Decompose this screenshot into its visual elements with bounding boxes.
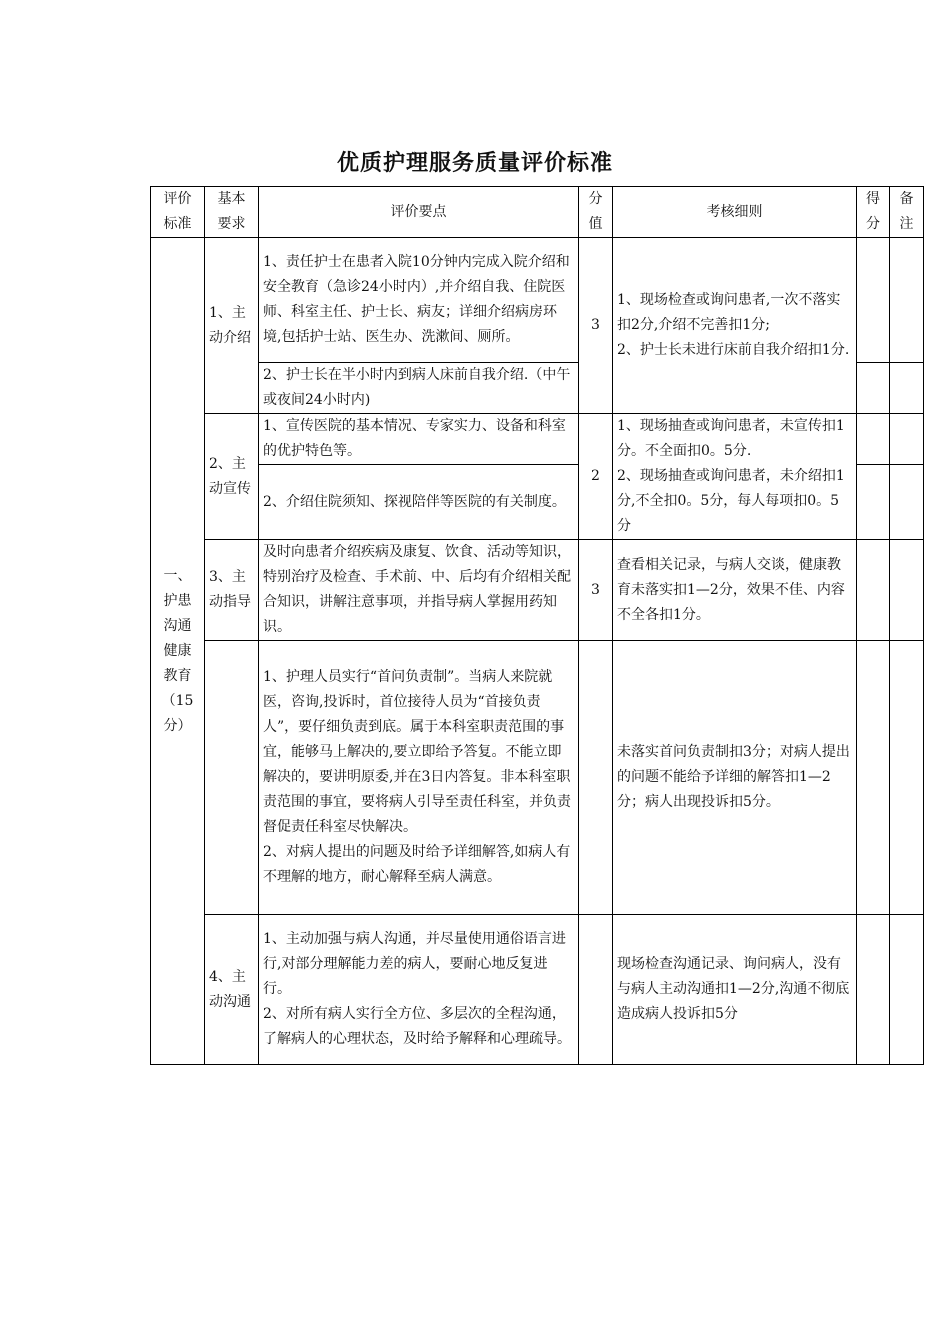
table-row xyxy=(151,540,924,641)
table-row xyxy=(151,238,924,363)
remark-cell xyxy=(890,363,924,414)
header-remark: 备 注 xyxy=(890,187,924,238)
remark-cell xyxy=(890,465,924,540)
score-cell xyxy=(857,363,890,414)
requirement-cell: 2、主 动宣传 xyxy=(205,414,259,540)
score-cell xyxy=(857,238,890,363)
header-score: 得 分 xyxy=(857,187,890,238)
score-value-cell: 3 xyxy=(579,540,613,641)
points-cell: 1、宣传医院的基本情况、专家实力、设备和科室的优护特色等。 xyxy=(259,414,579,465)
criteria-cell: 现场检查沟通记录、询问病人，没有与病人主动沟通扣1—2分,沟通不彻底造成病人投诉扣5分 xyxy=(613,915,857,1065)
remark-cell xyxy=(890,540,924,641)
criteria-cell: 1、现场抽查或询问患者，未宣传扣1分。不全面扣0。5分. 2、现场抽查或询问患者，未介绍扣1分,不全扣0。5分，每人每项扣0。5分 xyxy=(613,414,857,540)
score-cell xyxy=(857,540,890,641)
score-cell xyxy=(857,915,890,1065)
requirement-cell: 4、主 动沟通 xyxy=(205,915,259,1065)
score-cell xyxy=(857,414,890,465)
points-cell: 及时向患者介绍疾病及康复、饮食、活动等知识，特别治疗及检查、手术前、中、后均有介绍相关配合知识，讲解注意事项，并指导病人掌握用药知识。 xyxy=(259,540,579,641)
requirement-cell xyxy=(205,641,259,915)
points-cell: 2、介绍住院须知、探视陪伴等医院的有关制度。 xyxy=(259,465,579,540)
points-cell: 1、护理人员实行“首问负责制”。当病人来院就医，咨询,投诉时，首位接待人员为“首接负责人”，要仔细负责到底。属于本科室职责范围的事宜，能够马上解决的,要立即给予答复。不能立即解决的，要讲明原委,并在3日内答复。非本科室职责范围的事宜，要将病人引导至责任科室，并负责督促责任科室尽快解决。 2、对病人提出的问题及时给予详细解答,如病人有不理解的地方，耐心解释至病人满意。 xyxy=(259,641,579,915)
header-criteria: 考核细则 xyxy=(613,187,857,238)
evaluation-table xyxy=(150,186,924,1065)
remark-cell xyxy=(890,238,924,363)
criteria-cell: 1、现场检查或询问患者,一次不落实扣2分,介绍不完善扣1分; 2、护士长未进行床前自我介绍扣1分. xyxy=(613,238,857,414)
score-value-cell: 2 xyxy=(579,414,613,540)
score-cell xyxy=(857,465,890,540)
criteria-cell: 未落实首问负责制扣3分；对病人提出的问题不能给予详细的解答扣1—2分；病人出现投诉扣5分。 xyxy=(613,641,857,915)
header-requirement: 基本 要求 xyxy=(205,187,259,238)
score-value-cell: 3 xyxy=(579,238,613,414)
table-header-row xyxy=(151,187,924,238)
score-value-cell xyxy=(579,641,613,915)
remark-cell xyxy=(890,641,924,915)
remark-cell xyxy=(890,915,924,1065)
table-row xyxy=(151,641,924,915)
category-cell: 一、 护患 沟通 健康 教育 （15 分） xyxy=(151,238,205,1065)
score-value-cell xyxy=(579,915,613,1065)
header-points: 评价要点 xyxy=(259,187,579,238)
document-title: 优质护理服务质量评价标准 xyxy=(336,151,613,176)
requirement-cell: 1、主 动介绍 xyxy=(205,238,259,414)
header-standard: 评价 标准 xyxy=(151,187,205,238)
table-row xyxy=(151,414,924,465)
criteria-cell: 查看相关记录，与病人交谈，健康教育未落实扣1—2分，效果不佳、内容不全各扣1分。 xyxy=(613,540,857,641)
remark-cell xyxy=(890,414,924,465)
score-cell xyxy=(857,641,890,915)
points-cell: 2、护士长在半小时内到病人床前自我介绍.（中午或夜间24小时内) xyxy=(259,363,579,414)
header-score-value: 分 值 xyxy=(579,187,613,238)
table-row xyxy=(151,915,924,1065)
points-cell: 1、责任护士在患者入院10分钟内完成入院介绍和安全教育（急诊24小时内）,并介绍自我、住院医师、科室主任、护士长、病友；详细介绍病房环境,包括护士站、医生办、洗漱间、厕所。 xyxy=(259,238,579,363)
points-cell: 1、主动加强与病人沟通，并尽量使用通俗语言进行,对部分理解能力差的病人，要耐心地反复进行。 2、对所有病人实行全方位、多层次的全程沟通，了解病人的心理状态，及时给予解释和心理疏导。 xyxy=(259,915,579,1065)
requirement-cell: 3、主 动指导 xyxy=(205,540,259,641)
